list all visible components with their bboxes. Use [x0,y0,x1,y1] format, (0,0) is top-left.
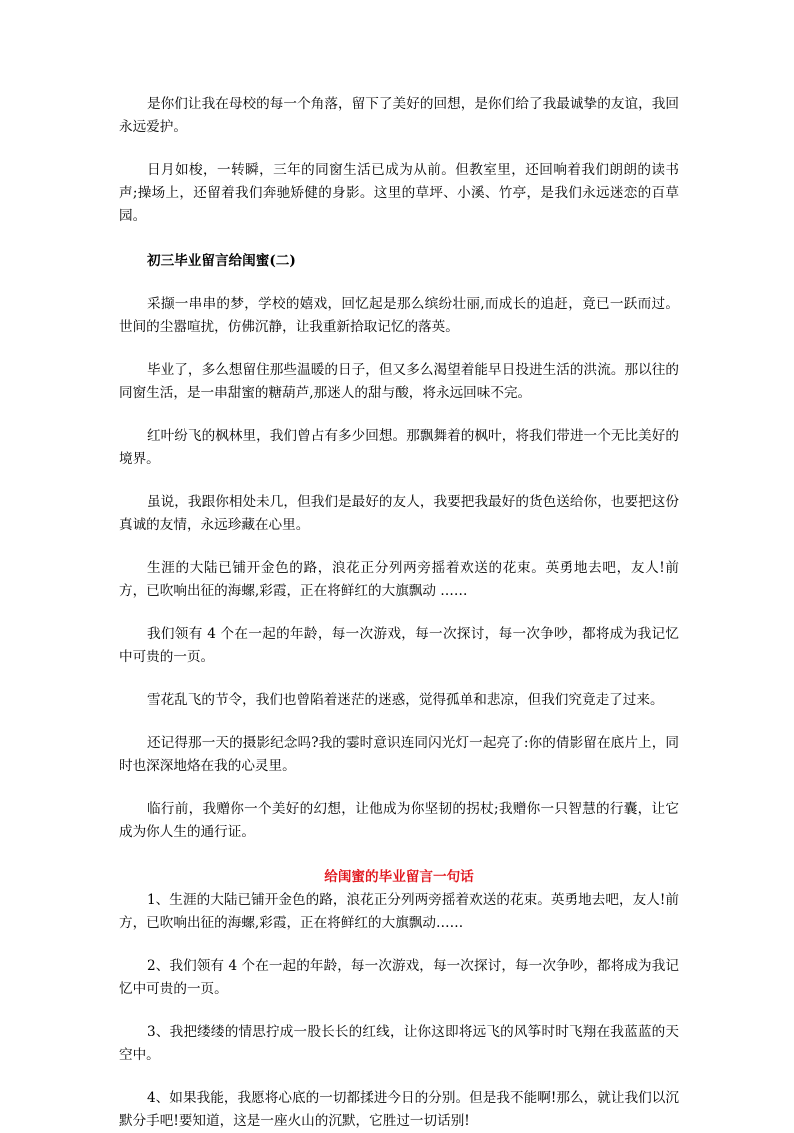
intro-paragraph-1: 是你们让我在母校的每一个角落，留下了美好的回想，是你们给了我最诚挚的友谊，我回永远爱护。 [119,96,679,135]
section3-title: 给闺蜜的毕业留言一句话 [324,869,474,885]
section3-item-4: 4、如果我能，我愿将心底的一切都揉进今日的分别。但是我不能啊!那么，就让我们以沉默分手吧!要知道，这是一座火山的沉默，它胜过一切话别! [119,1090,679,1129]
section2-paragraph-9: 临行前，我赠你一个美好的幻想，让他成为你坚韧的拐杖;我赠你一只智慧的行囊，让它成为你人生的通行证。 [119,801,679,840]
section3-item-1: 1、生涯的大陆已铺开金色的路，浪花正分列两旁摇着欢送的花束。英勇地去吧，友人!前方，已吹响出征的海螺,彩霞，正在将鲜红的大旗飘动…… [119,892,679,931]
section2-paragraph-8: 还记得那一天的摄影纪念吗?我的霎时意识连同闪光灯一起亮了:你的倩影留在底片上，同时也深深地烙在我的心灵里。 [119,735,679,774]
document-body [119,93,679,1133]
section2-paragraph-1: 采撷一串串的梦，学校的嬉戏，回忆起是那么缤纷壮丽,而成长的追赶，竟已一跃而过。世间的尘嚣喧扰，仿佛沉静，让我重新拾取记忆的落英。 [119,296,679,335]
section2-paragraph-5: 生涯的大陆已铺开金色的路，浪花正分列两旁摇着欢送的花束。英勇地去吧，友人!前方，已吹响出征的海螺,彩霞，正在将鲜红的大旗飘动 …… [119,560,679,599]
section3-item-2: 2、我们领有 4 个在一起的年龄，每一次游戏，每一次探讨，每一次争吵，都将成为我记忆中可贵的一页。 [119,958,679,997]
section2-title: 初三毕业留言给闺蜜(二) [147,253,296,269]
section2-paragraph-7: 雪花乱飞的节令，我们也曾陷着迷茫的迷惑，觉得孤单和悲凉，但我们究竟走了过来。 [147,692,664,708]
intro-paragraph-2: 日月如梭，一转瞬，三年的同窗生活已成为从前。但教室里，还回响着我们朗朗的读书声;操场上，还留着我们奔驰矫健的身影。这里的草坪、小溪、竹亭，是我们永远迷恋的百草园。 [119,162,679,224]
section2-paragraph-4: 虽说，我跟你相处未几，但我们是最好的友人，我要把我最好的货色送给你，也要把这份真诚的友情，永远珍藏在心里。 [119,494,679,533]
section2-paragraph-2: 毕业了，多么想留住那些温暖的日子，但又多么渴望着能早日投进生活的洪流。那以往的同窗生活，是一串甜蜜的糖葫芦,那迷人的甜与酸，将永远回味不完。 [119,362,679,401]
section2-paragraph-3: 红叶纷飞的枫林里，我们曾占有多少回想。那飘舞着的枫叶，将我们带进一个无比美好的境界。 [119,428,679,467]
section2-paragraph-6: 我们领有 4 个在一起的年龄，每一次游戏，每一次探讨，每一次争吵，都将成为我记忆中可贵的一页。 [119,626,679,665]
section3-item-3: 3、我把缕缕的情思拧成一股长长的红线，让你这即将远飞的风筝时时飞翔在我蓝蓝的天空中。 [119,1024,679,1063]
